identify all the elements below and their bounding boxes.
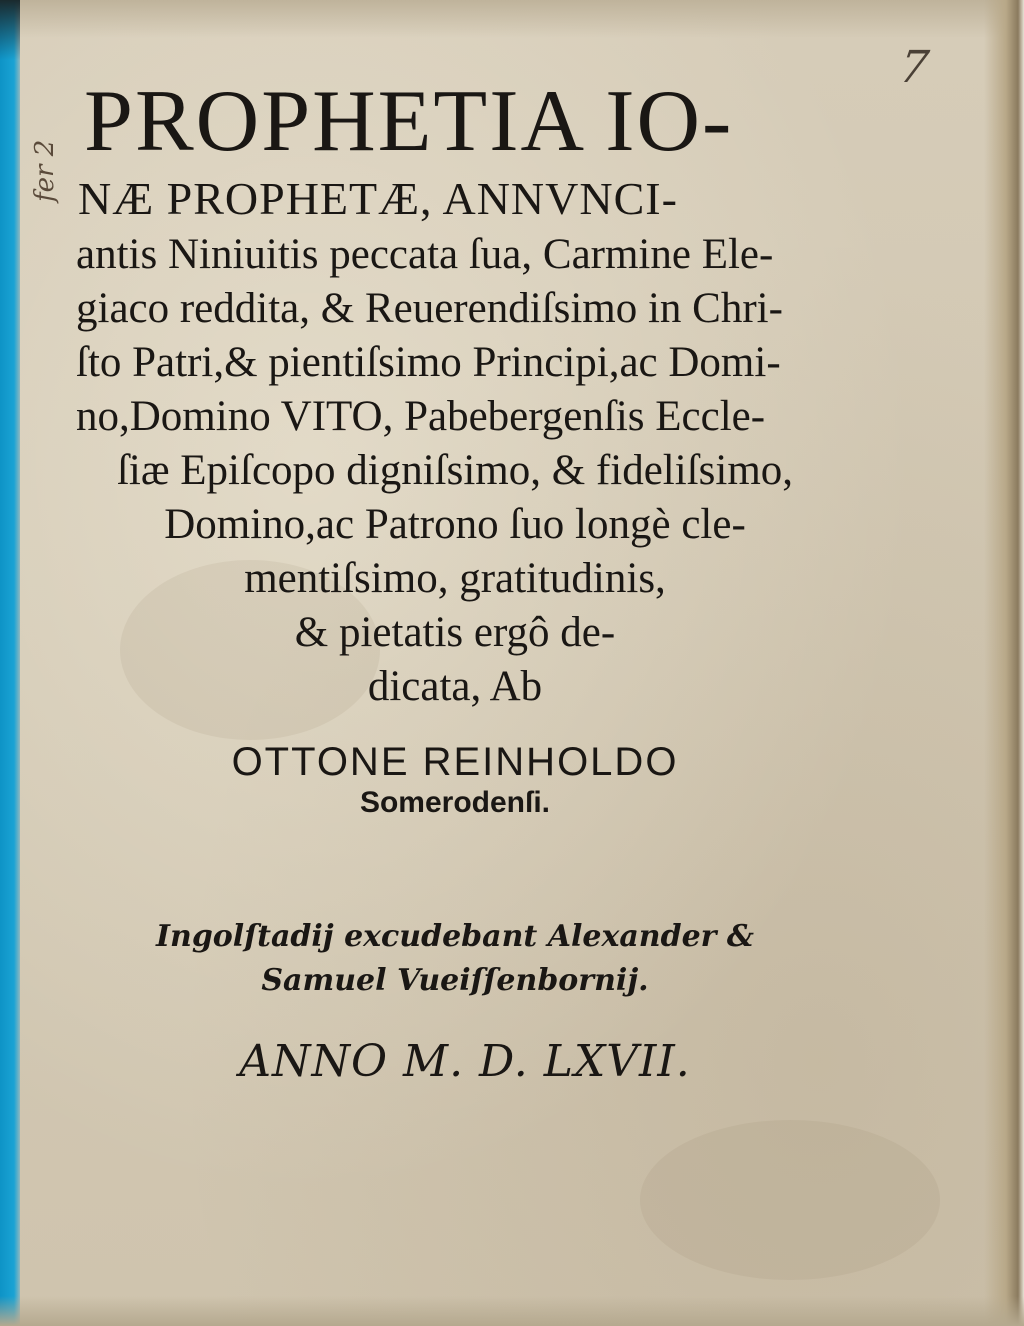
page-right-edge [984, 0, 1024, 1326]
title-line: & pietatis ergô de- [294, 609, 616, 656]
title-line: mentiſsimo, gratitudinis, [244, 555, 666, 602]
title-line: ſiæ Epiſcopo digniſsimo, & fideliſsimo, [116, 447, 794, 494]
author-place: Somerodenſi. [359, 786, 551, 819]
title-line: giaco reddita, & Reuerendiſsimo in Chri- [76, 285, 783, 332]
title-line: NÆ PROPHETÆ, ANNVNCI- [78, 173, 678, 224]
author-name: OTTONE REINHOLDO [231, 740, 679, 784]
page-top-edge [0, 0, 1024, 38]
page-bottom-edge [0, 1296, 1024, 1326]
imprint-line: Samuel Vueiſſenbornij. [261, 963, 649, 998]
publication-year: ANNO M. D. LXVII. [239, 1036, 691, 1087]
title-line: Domino,ac Patrono ſuo longè cle- [164, 501, 746, 548]
page-left-corner-shadow [0, 0, 20, 60]
handwritten-margin-note [28, 62, 64, 212]
title-line: antis Niniuitis peccata ſua, Carmine Ele- [76, 231, 774, 278]
margin-note-text: fer 2 [30, 139, 60, 202]
title-block [70, 73, 840, 712]
title-line: PROPHETIA IO- [84, 73, 734, 170]
imprint-block [0, 919, 910, 998]
title-line: ſto Patri,& pientiſsimo Principi,ac Domi- [76, 339, 781, 386]
author-block [0, 742, 910, 818]
paper-stain [640, 1120, 940, 1280]
title-line: no,Domino VITO, Pabebergenſis Eccle- [76, 393, 766, 440]
handwritten-folio-number: 7 [896, 42, 932, 93]
page-left-edge [0, 0, 20, 1326]
imprint-line: Ingolſtadij excudebant Alexander & [155, 919, 755, 954]
title-line: dicata, Ab [367, 663, 543, 710]
